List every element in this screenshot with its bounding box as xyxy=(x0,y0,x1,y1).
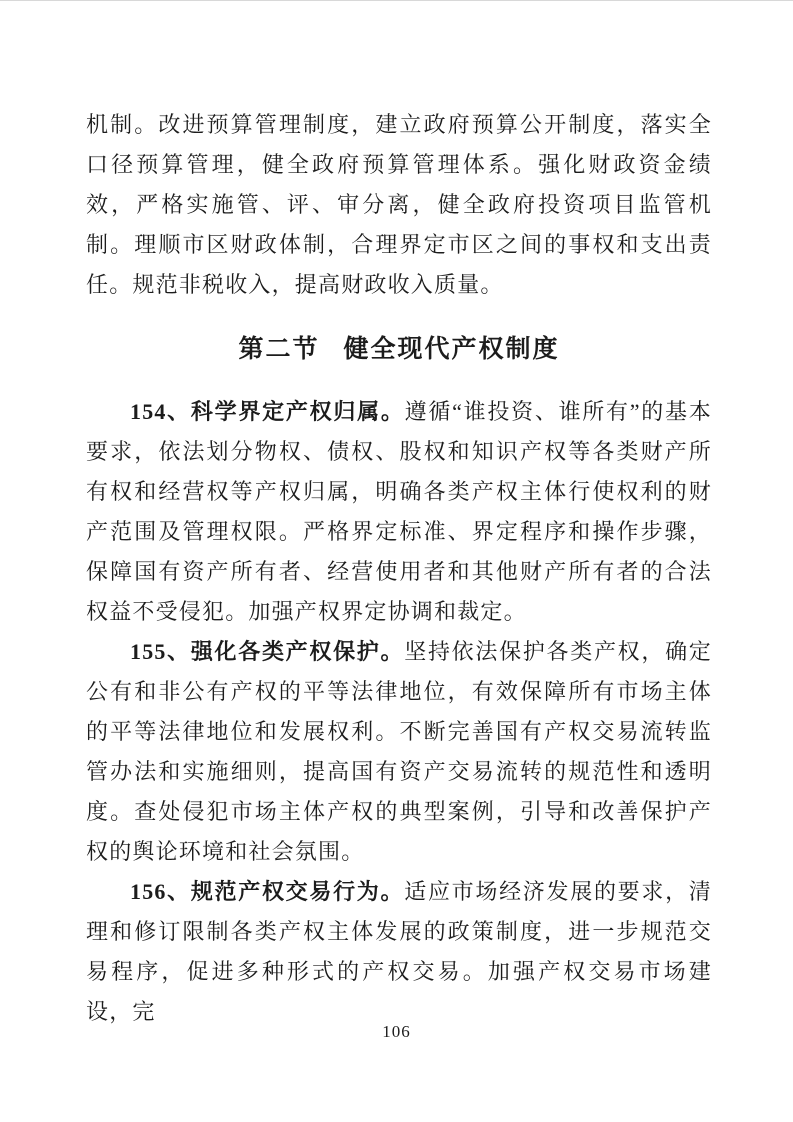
paragraph-item-156 xyxy=(86,872,712,1032)
paragraph-155-lead: 155、强化各类产权保护。 xyxy=(130,639,405,664)
paragraph-item-155 xyxy=(86,632,712,872)
paragraph-156-lead: 156、规范产权交易行为。 xyxy=(130,879,405,904)
text-block xyxy=(86,105,712,1032)
section-heading xyxy=(86,330,712,370)
paragraph-154-lead: 154、科学界定产权归属。 xyxy=(130,399,405,424)
paragraph-155-body: 坚持依法保护各类产权，确定公有和非公有产权的平等法律地位，有效保障所有市场主体的平等法律地位和发展权利。不断完善国有产权交易流转监管办法和实施细则，提高国有资产交易流转的规范性和透明度。查处侵犯市场主体产权的典型案例，引导和改善保护产权的舆论环境和社会氛围。 xyxy=(86,639,712,864)
paragraph-continuation: 机制。改进预算管理制度，建立政府预算公开制度，落实全口径预算管理，健全政府预算管理体系。强化财政资金绩效，严格实施管、评、审分离，健全政府投资项目监管机制。理顺市区财政体制，合理界定市区之间的事权和支出责任。规范非税收入，提高财政收入质量。 xyxy=(86,112,712,297)
paragraph-156-body: 适应市场经济发展的要求，清理和修订限制各类产权主体发展的政策制度，进一步规范交易程序，促进多种形式的产权交易。加强产权交易市场建设，完 xyxy=(86,879,712,1024)
page-number: 106 xyxy=(382,1022,411,1041)
section-heading-title: 健全现代产权制度 xyxy=(343,336,560,363)
section-heading-label: 第二节 xyxy=(238,336,320,363)
paragraph-154-body: 遵循“谁投资、谁所有”的基本要求，依法划分物权、债权、股权和知识产权等各类财产所有权和经营权等产权归属，明确各类产权主体行使权利的财产范围及管理权限。严格界定标准、界定程序和操作步骤，保障国有资产所有者、经营使用者和其他财产所有者的合法权益不受侵犯。加强产权界定协调和裁定。 xyxy=(86,399,712,624)
paragraph-item-154 xyxy=(86,392,712,632)
